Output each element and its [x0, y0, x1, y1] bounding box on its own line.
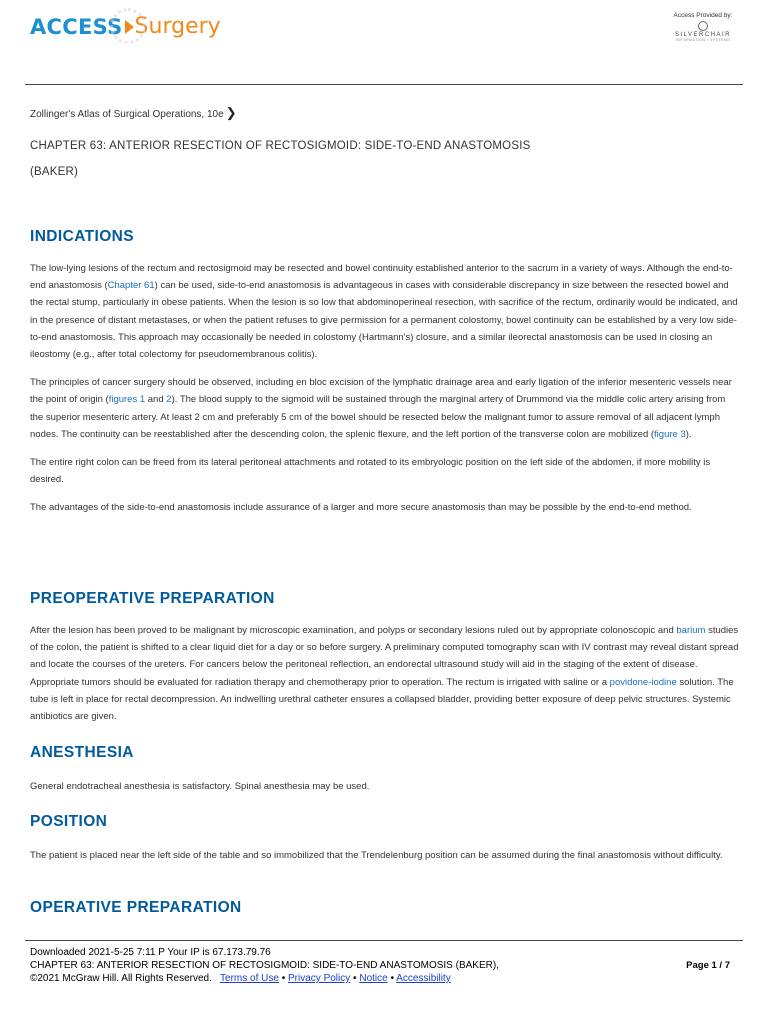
access-provider	[668, 12, 738, 42]
section-heading: POSITION	[30, 813, 108, 830]
page-number: Page 1 / 7	[686, 960, 730, 971]
barium-link[interactable]: barium	[676, 625, 706, 636]
download-info: Downloaded 2021-5-25 7:11 P Your IP is 67.173.79.76	[30, 947, 271, 958]
logo-access-text: ACCESS	[30, 14, 123, 39]
silverchair-logo-icon	[698, 21, 708, 31]
chapter-header	[30, 100, 740, 178]
chapter-title: CHAPTER 63: ANTERIOR RESECTION OF RECTOSIGMOID: SIDE-TO-END ANASTOMOSIS	[30, 140, 531, 152]
paragraph	[30, 260, 740, 363]
footer-links-line	[30, 972, 740, 985]
bullet-separator: •	[390, 973, 394, 984]
header-divider	[25, 84, 743, 85]
bullet-separator: •	[281, 973, 286, 984]
text-run: The low-lying lesions of the rectum and rectosigmoid may be resected and bowel continuity established anterior to the sacrum in a variety of ways. Although the end-to-end anastomosis (	[30, 263, 733, 292]
section-heading: INDICATIONS	[30, 228, 134, 245]
privacy-policy-link[interactable]: Privacy Policy	[288, 973, 351, 984]
paragraph: The entire right colon can be freed from its lateral peritoneal attachments and rotated to its embryologic position on the left side of the abdomen, if more mobility is desired.	[30, 457, 711, 486]
section-position	[30, 813, 740, 864]
logo-surgery-text: Surgery	[134, 14, 221, 39]
paragraph	[30, 622, 740, 725]
text-run: and	[145, 394, 167, 406]
notice-link[interactable]: Notice	[359, 973, 388, 984]
chevron-right-icon: ❯	[225, 105, 237, 120]
paragraph: The advantages of the side-to-end anastomosis include assurance of a larger and more secure anastomosis than may be possible by the end-to-end method.	[30, 502, 692, 514]
breadcrumb[interactable]	[30, 105, 740, 121]
section-heading: OPERATIVE PREPARATION	[30, 899, 242, 916]
chapter-61-link[interactable]: Chapter 61	[107, 280, 155, 292]
text-run: The principles of cancer surgery should be observed, including en bloc excision of the lymphatic drainage area and early ligation of the inferior mesenteric vessels near the point of origin (	[30, 377, 732, 406]
text-run: ).	[685, 428, 692, 440]
footer-divider	[25, 940, 743, 941]
page-footer	[30, 946, 740, 985]
access-surgery-logo[interactable]	[30, 14, 221, 39]
povidone-iodine-link[interactable]: povidone-iodine	[609, 676, 677, 688]
text-run: ). The blood supply to the sigmoid will be sustained through the marginal artery of Drummond via the middle colic artery arising from the superior mesenteric artery. At least 2 cm and preferably 5 cm of the bowel should be resected below the malignant tumor to assure removal of all adjacent lymph nodes. The continuity can be reestablished after the descending colon, the splenic flexure, and the left portion of the transverse colon are mobilized (	[30, 394, 726, 440]
text-run: studies of the colon, the patient is shifted to a clear liquid diet for a day or so before surgery. A preliminary computed tomography scan with IV contrast may reveal distant spread and locate the courses of the ureters. For cancers below the peritoneal reflection, an endorectal ultrasound study will aid in the staging of the extent of disease. Appropriate tumors should be evaluated for radiation therapy and chemotherapy prior to operation. The rectum is irrigated with saline or a	[30, 625, 739, 688]
terms-of-use-link[interactable]: Terms of Use	[220, 973, 279, 984]
section-heading: PREOPERATIVE PREPARATION	[30, 590, 275, 607]
bullet-separator: •	[353, 973, 357, 984]
figure-1-link[interactable]: figures 1	[108, 394, 146, 406]
paragraph	[30, 374, 740, 443]
section-indications	[30, 228, 740, 517]
figure-2-link[interactable]: 2	[166, 394, 172, 406]
figure-3-link[interactable]: figure 3	[654, 428, 686, 440]
text-run: ) can be used, side-to-end anastomosis is advantageous in cases with considerable discrepancy in size between the resected bowel and the rectal stump, particularly in obese patients. When the lesion is so low that abdominoperineal resection, with sacrifice of the rectum, ordinarily would be indicated, and in the presence of distant metastases, or when the patient refuses to give permission for a permanent colostomy, bowel continuity can be established by a very low side-to-end anastomosis. This approach may occasionally be needed in colostomy (Hartmann's) closure, and a similar ileorectal anastomosis can be used in closing an ileostomy (e.g., after total colectomy for pseudomembranous colitis).	[30, 280, 738, 361]
section-heading: ANESTHESIA	[30, 744, 134, 761]
paragraph: General endotracheal anesthesia is satisfactory. Spinal anesthesia may be used.	[30, 781, 370, 792]
breadcrumb-book-title[interactable]: Zollinger's Atlas of Surgical Operations, 10e	[30, 109, 224, 120]
paragraph: The patient is placed near the left side of the table and so immobilized that the Trendelenburg position can be assumed during the final anastomosis without difficulty.	[30, 850, 723, 861]
provider-tagline: INFORMATION / SYSTEMS	[675, 38, 731, 42]
section-preoperative-preparation	[30, 590, 740, 725]
provider-label: Access Provided by:	[673, 12, 733, 19]
accessibility-link[interactable]: Accessibility	[396, 973, 451, 984]
section-anesthesia	[30, 744, 740, 795]
chapter-author: (BAKER)	[30, 166, 79, 178]
copyright-text: ©2021 McGraw Hill. All Rights Reserved.	[30, 973, 212, 984]
gear-decoration-icon	[110, 8, 146, 44]
text-run: After the lesion has been proved to be malignant by microscopic examination, and polyps or secondary lesions ruled out by appropriate colonoscopic and	[30, 625, 677, 636]
provider-name: SILVERCHAIR	[674, 32, 732, 38]
page-header	[0, 0, 768, 85]
text-run: solution. The tube is left in place for rectal decompression. An indwelling urethral catheter ensures a collapsed bladder, providing better exposure of deep pelvic structures. Systemic antibiotics are given.	[30, 676, 734, 723]
footer-chapter-line: CHAPTER 63: ANTERIOR RESECTION OF RECTOSIGMOID: SIDE-TO-END ANASTOMOSIS (BAKER),	[30, 960, 499, 971]
section-operative-preparation	[30, 899, 740, 917]
